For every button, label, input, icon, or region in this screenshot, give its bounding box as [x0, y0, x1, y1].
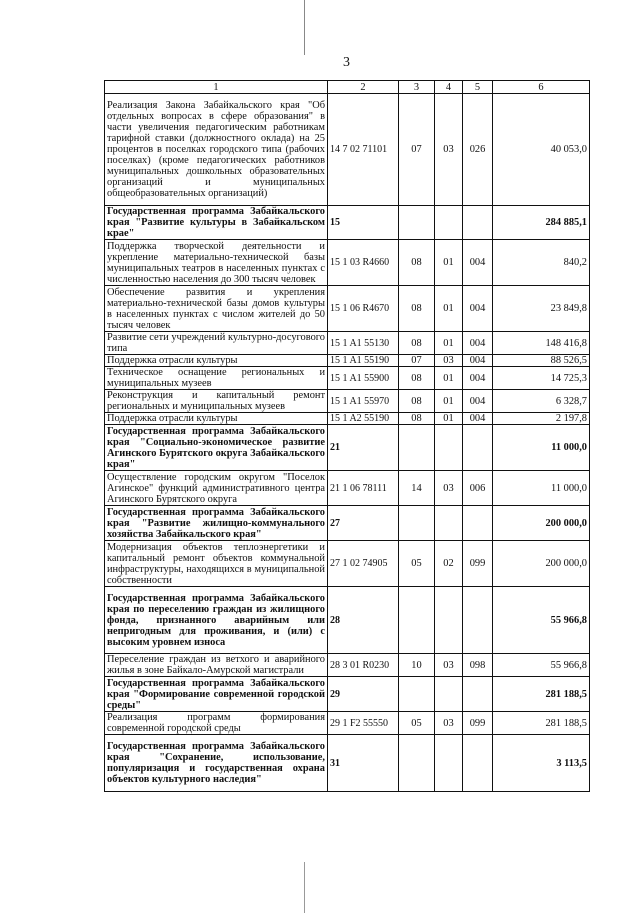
expense-type-cell — [463, 425, 493, 471]
code-cell: 27 1 02 74905 — [328, 541, 399, 587]
name-cell: Модернизация объектов теплоэнергетики и капитальный ремонт объектов коммунальной инфраструктуры, находящихся в муниципальной собственности — [105, 541, 328, 587]
expense-type-cell — [463, 735, 493, 792]
header-cell-col6: 6 — [493, 81, 590, 94]
table-row — [105, 541, 590, 587]
table-row — [105, 712, 590, 735]
name-cell: Государственная программа Забайкальского края "Развитие культуры в Забайкальском крае" — [105, 206, 328, 240]
table-row — [105, 413, 590, 425]
subsection-cell: 02 — [435, 541, 463, 587]
code-cell: 21 — [328, 425, 399, 471]
code-cell: 15 1 A1 55900 — [328, 367, 399, 390]
amount-cell: 148 416,8 — [493, 332, 590, 355]
section-cell — [399, 206, 435, 240]
section-cell — [399, 425, 435, 471]
amount-cell: 55 966,8 — [493, 654, 590, 677]
expense-type-cell: 026 — [463, 94, 493, 206]
amount-cell: 88 526,5 — [493, 355, 590, 367]
code-cell: 29 1 F2 55550 — [328, 712, 399, 735]
expense-type-cell: 006 — [463, 471, 493, 506]
header-cell-col2: 2 — [328, 81, 399, 94]
name-cell: Техническое оснащение региональных и муниципальных музеев — [105, 367, 328, 390]
name-cell: Переселение граждан из ветхого и аварийного жилья в зоне Байкало-Амурской магистрали — [105, 654, 328, 677]
expense-type-cell — [463, 677, 493, 712]
section-cell: 10 — [399, 654, 435, 677]
section-cell — [399, 506, 435, 541]
fold-line-top — [304, 0, 305, 55]
code-cell: 28 — [328, 587, 399, 654]
section-cell: 05 — [399, 712, 435, 735]
expense-type-cell: 004 — [463, 240, 493, 286]
amount-cell: 281 188,5 — [493, 712, 590, 735]
subsection-cell: 03 — [435, 471, 463, 506]
program-row — [105, 677, 590, 712]
name-cell: Реконструкция и капитальный ремонт региональных и муниципальных музеев — [105, 390, 328, 413]
header-cell-col3: 3 — [399, 81, 435, 94]
name-cell: Реализация Закона Забайкальского края "Об отдельных вопросах в сфере образования" в части увеличения педагогическим работникам тарифной ставки (должностного оклада) на 25 процентов в поселках городского типа (рабочих поселках) (кроме педагогических работников муниципальных дошкольных образовательных организаций и муниципальных общеобразовательных организаций) — [105, 94, 328, 206]
expense-type-cell: 004 — [463, 390, 493, 413]
name-cell: Развитие сети учреждений культурно-досугового типа — [105, 332, 328, 355]
program-row — [105, 206, 590, 240]
expense-type-cell: 004 — [463, 332, 493, 355]
table-row — [105, 286, 590, 332]
code-cell: 15 1 A1 55130 — [328, 332, 399, 355]
subsection-cell — [435, 506, 463, 541]
code-cell: 15 1 A1 55190 — [328, 355, 399, 367]
section-cell: 08 — [399, 240, 435, 286]
amount-cell: 3 113,5 — [493, 735, 590, 792]
fold-line-bottom — [304, 862, 305, 913]
subsection-cell: 01 — [435, 390, 463, 413]
code-cell: 15 1 A1 55970 — [328, 390, 399, 413]
header-cell-col5: 5 — [463, 81, 493, 94]
section-cell — [399, 587, 435, 654]
subsection-cell: 01 — [435, 332, 463, 355]
expense-type-cell: 004 — [463, 367, 493, 390]
amount-cell: 14 725,3 — [493, 367, 590, 390]
subsection-cell — [435, 425, 463, 471]
subsection-cell — [435, 735, 463, 792]
name-cell: Государственная программа Забайкальского края "Развитие жилищно-коммунального хозяйства Забайкальского края" — [105, 506, 328, 541]
code-cell: 15 1 A2 55190 — [328, 413, 399, 425]
expense-type-cell: 099 — [463, 712, 493, 735]
name-cell: Поддержка отрасли культуры — [105, 355, 328, 367]
budget-table — [104, 80, 590, 792]
name-cell: Осуществление городским округом "Поселок Агинское" функций административного центра Агинского Бурятского округа — [105, 471, 328, 506]
code-cell: 21 1 06 78111 — [328, 471, 399, 506]
expense-type-cell — [463, 206, 493, 240]
amount-cell: 284 885,1 — [493, 206, 590, 240]
page-number: 3 — [343, 55, 350, 70]
section-cell: 08 — [399, 390, 435, 413]
subsection-cell — [435, 206, 463, 240]
table-row — [105, 355, 590, 367]
code-cell: 15 1 03 R4660 — [328, 240, 399, 286]
table-row — [105, 654, 590, 677]
section-cell: 08 — [399, 332, 435, 355]
section-cell: 07 — [399, 94, 435, 206]
section-cell: 08 — [399, 286, 435, 332]
program-row — [105, 425, 590, 471]
expense-type-cell: 004 — [463, 355, 493, 367]
program-row — [105, 735, 590, 792]
section-cell — [399, 735, 435, 792]
subsection-cell: 03 — [435, 654, 463, 677]
code-cell: 31 — [328, 735, 399, 792]
amount-cell: 281 188,5 — [493, 677, 590, 712]
code-cell: 28 3 01 R0230 — [328, 654, 399, 677]
amount-cell: 11 000,0 — [493, 471, 590, 506]
amount-cell: 6 328,7 — [493, 390, 590, 413]
amount-cell: 55 966,8 — [493, 587, 590, 654]
subsection-cell — [435, 677, 463, 712]
name-cell: Поддержка творческой деятельности и укрепление материально-технической базы муниципальных театров в населенных пунктах с численностью населения до 300 тысяч человек — [105, 240, 328, 286]
subsection-cell: 01 — [435, 240, 463, 286]
subsection-cell: 03 — [435, 94, 463, 206]
code-cell: 29 — [328, 677, 399, 712]
code-cell: 15 1 06 R4670 — [328, 286, 399, 332]
section-cell: 07 — [399, 355, 435, 367]
expense-type-cell: 004 — [463, 286, 493, 332]
header-cell-col4: 4 — [435, 81, 463, 94]
table-row — [105, 367, 590, 390]
header-row — [105, 81, 590, 94]
program-row — [105, 587, 590, 654]
name-cell: Поддержка отрасли культуры — [105, 413, 328, 425]
name-cell: Обеспечение развития и укрепления материально-технической базы домов культуры в населенных пунктах с числом жителей до 50 тысяч человек — [105, 286, 328, 332]
subsection-cell — [435, 587, 463, 654]
table-row — [105, 94, 590, 206]
amount-cell: 2 197,8 — [493, 413, 590, 425]
subsection-cell: 03 — [435, 355, 463, 367]
subsection-cell: 01 — [435, 286, 463, 332]
section-cell: 08 — [399, 413, 435, 425]
amount-cell: 200 000,0 — [493, 506, 590, 541]
name-cell: Государственная программа Забайкальского края "Сохранение, использование, популяризация и государственная охрана объектов культурного наследия" — [105, 735, 328, 792]
code-cell: 27 — [328, 506, 399, 541]
name-cell: Государственная программа Забайкальского края "Формирование современной городской среды" — [105, 677, 328, 712]
amount-cell: 200 000,0 — [493, 541, 590, 587]
amount-cell: 23 849,8 — [493, 286, 590, 332]
expense-type-cell: 098 — [463, 654, 493, 677]
amount-cell: 40 053,0 — [493, 94, 590, 206]
table-row — [105, 471, 590, 506]
header-cell-col1: 1 — [105, 81, 328, 94]
table-row — [105, 332, 590, 355]
table-row — [105, 390, 590, 413]
section-cell: 05 — [399, 541, 435, 587]
code-cell: 15 — [328, 206, 399, 240]
name-cell: Государственная программа Забайкальского края по переселению граждан из жилищного фонда, признанного аварийным или непригодным для проживания, и (или) с высоким уровнем износа — [105, 587, 328, 654]
expense-type-cell: 004 — [463, 413, 493, 425]
expense-type-cell: 099 — [463, 541, 493, 587]
name-cell: Реализация программ формирования современной городской среды — [105, 712, 328, 735]
program-row — [105, 506, 590, 541]
subsection-cell: 01 — [435, 367, 463, 390]
amount-cell: 11 000,0 — [493, 425, 590, 471]
section-cell: 08 — [399, 367, 435, 390]
code-cell: 14 7 02 71101 — [328, 94, 399, 206]
subsection-cell: 03 — [435, 712, 463, 735]
expense-type-cell — [463, 506, 493, 541]
subsection-cell: 01 — [435, 413, 463, 425]
expense-type-cell — [463, 587, 493, 654]
table-row — [105, 240, 590, 286]
section-cell: 14 — [399, 471, 435, 506]
section-cell — [399, 677, 435, 712]
amount-cell: 840,2 — [493, 240, 590, 286]
name-cell: Государственная программа Забайкальского края "Социально-экономическое развитие Агинского Бурятского округа Забайкальского края" — [105, 425, 328, 471]
